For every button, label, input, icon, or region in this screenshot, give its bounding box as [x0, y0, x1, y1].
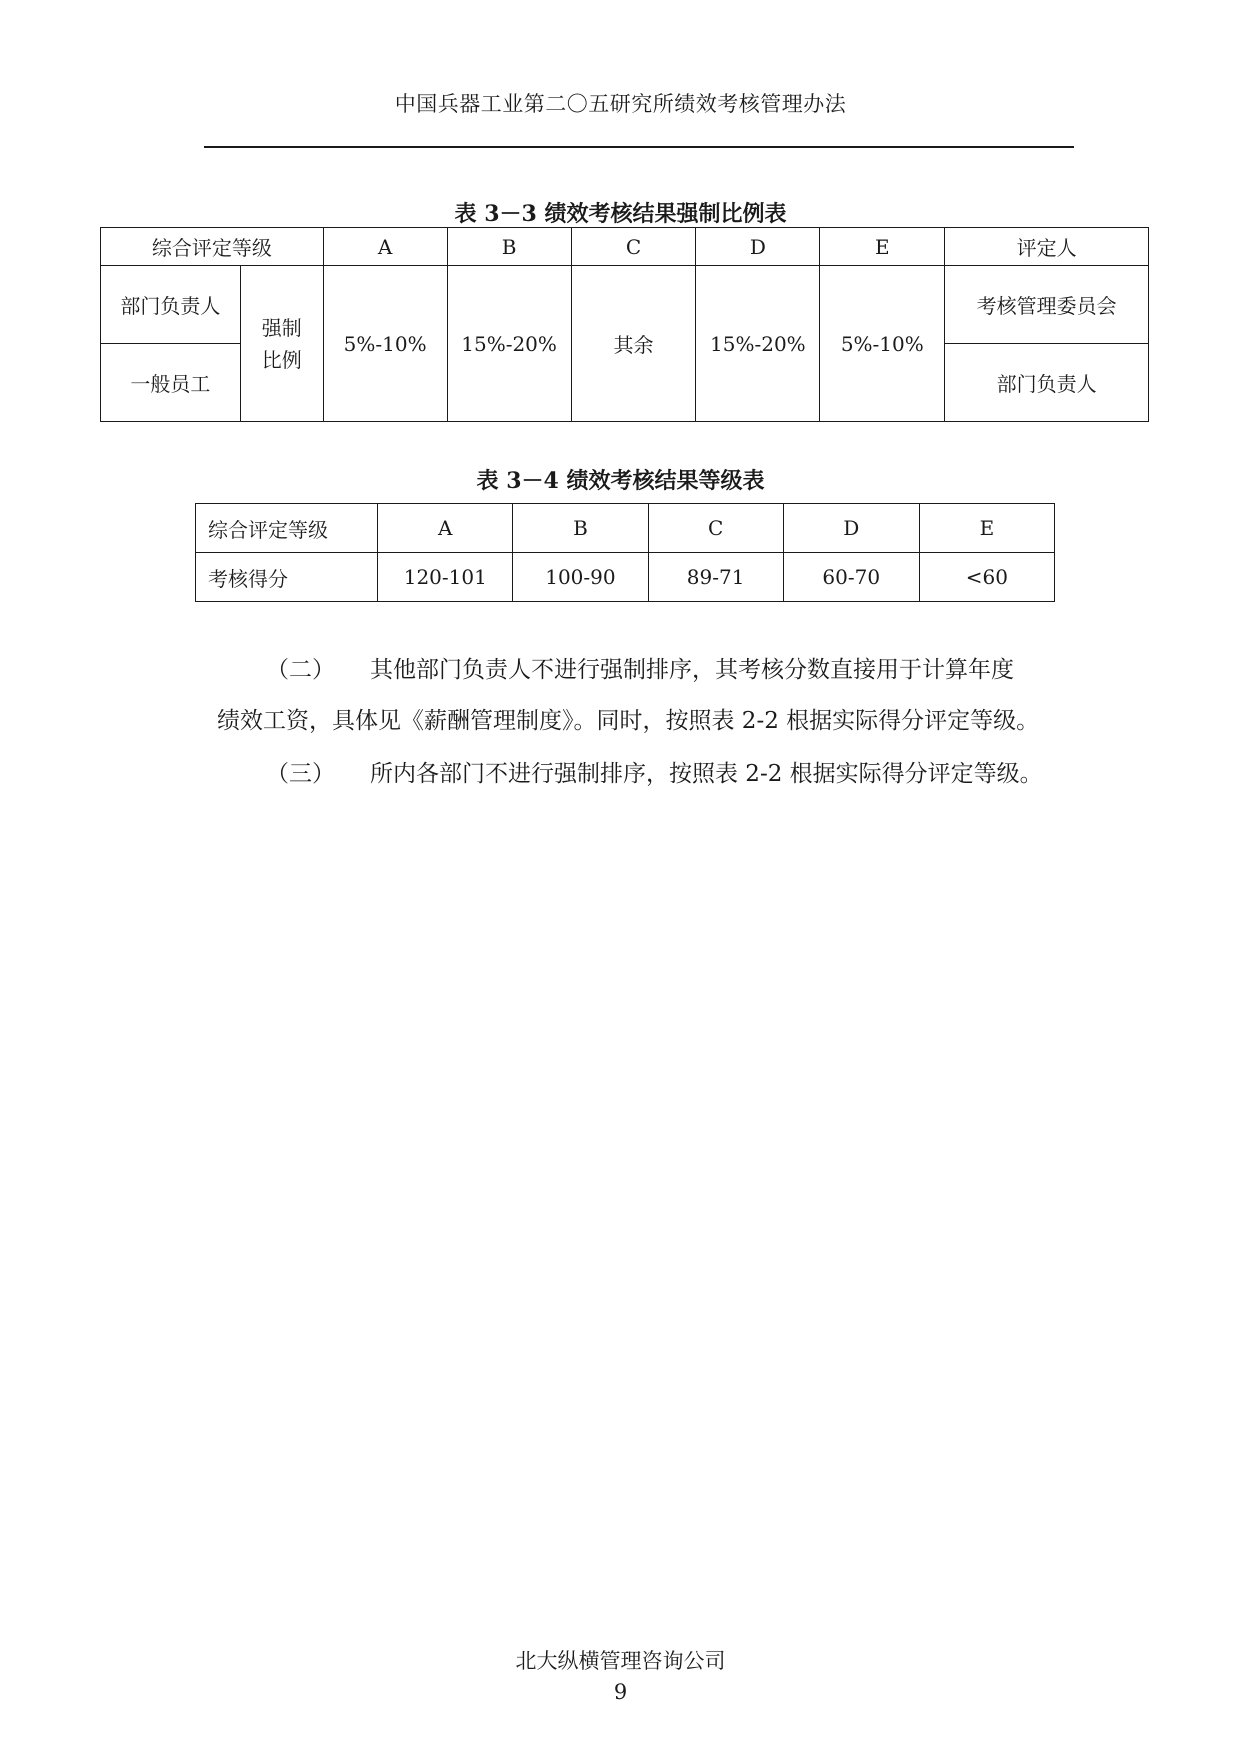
ratio-cell-b: 15%-20% — [447, 266, 571, 422]
footer-company: 北大纵横管理咨询公司 — [515, 1649, 726, 1673]
merged-label-forced-ratio — [240, 266, 323, 422]
header-cell-d: D — [783, 504, 919, 553]
row-label-general-staff: 一般员工 — [101, 344, 241, 422]
paragraph-3-number: （三） — [266, 761, 335, 787]
score-cell-e: <60 — [919, 553, 1054, 602]
assessor-cell-committee: 考核管理委员会 — [945, 266, 1149, 344]
ratio-cell-c: 其余 — [571, 266, 696, 422]
ratio-cell-e: 5%-10% — [820, 266, 945, 422]
merged-label-line1: 强制 — [261, 315, 302, 340]
row-label-dept-head: 部门负责人 — [101, 266, 241, 344]
table-3-4 — [195, 503, 1055, 602]
score-cell-b: 100-90 — [513, 553, 648, 602]
merged-label-line2: 比例 — [261, 347, 302, 372]
header-cell-a: A — [378, 504, 513, 553]
header-cell-grade: 综合评定等级 — [196, 504, 378, 553]
table-3-3 — [100, 227, 1149, 422]
header-cell-e: E — [820, 228, 945, 266]
paragraph-2-line1 — [266, 645, 1086, 696]
paragraph-2-text: 其他部门负责人不进行强制排序，其考核分数直接用于计算年度 — [370, 657, 1014, 683]
header-cell-c: C — [648, 504, 783, 553]
header-cell-a: A — [323, 228, 447, 266]
ratio-cell-d: 15%-20% — [696, 266, 820, 422]
row-label-score: 考核得分 — [196, 553, 378, 602]
score-cell-c: 89-71 — [648, 553, 783, 602]
header-cell-grade: 综合评定等级 — [101, 228, 324, 266]
paragraph-3-text: 所内各部门不进行强制排序，按照表 2-2 根据实际得分评定等级。 — [370, 761, 1043, 787]
assessor-cell-dept-head: 部门负责人 — [945, 344, 1149, 422]
table-3-3-caption: 表 3－3 绩效考核结果强制比例表 — [454, 201, 787, 227]
paragraph-2-number: （二） — [266, 657, 335, 683]
header-cell-c: C — [571, 228, 696, 266]
header-cell-e: E — [919, 504, 1054, 553]
paragraph-2-line2: 绩效工资，具体见《薪酬管理制度》。同时，按照表 2-2 根据实际得分评定等级。 — [217, 708, 1040, 734]
page-number: 9 — [613, 1680, 628, 1704]
score-cell-d: 60-70 — [783, 553, 919, 602]
ratio-cell-a: 5%-10% — [323, 266, 447, 422]
header-cell-b: B — [513, 504, 648, 553]
header-cell-assessor: 评定人 — [945, 228, 1149, 266]
paragraph-3 — [266, 749, 1086, 800]
header-cell-b: B — [447, 228, 571, 266]
table-3-4-caption: 表 3－4 绩效考核结果等级表 — [476, 468, 765, 494]
header-cell-d: D — [696, 228, 820, 266]
document-header-title: 中国兵器工业第二〇五研究所绩效考核管理办法 — [394, 92, 847, 116]
score-cell-a: 120-101 — [378, 553, 513, 602]
header-divider — [204, 146, 1074, 148]
